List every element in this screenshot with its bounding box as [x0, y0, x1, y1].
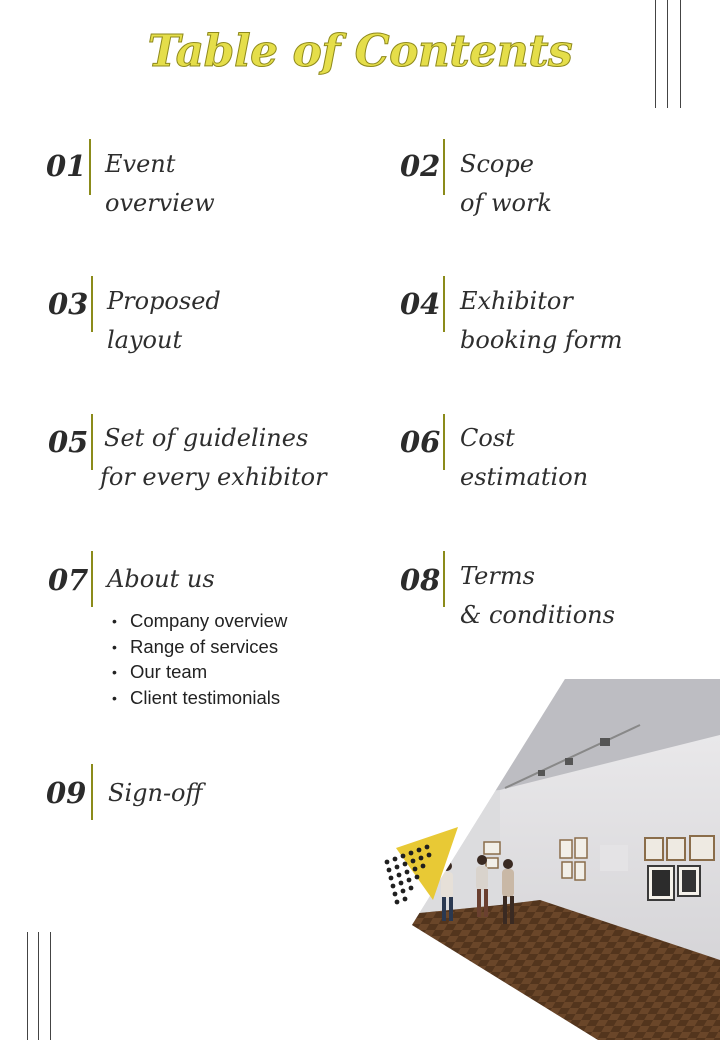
- toc-number: 02: [400, 149, 441, 183]
- toc-number: 08: [400, 563, 441, 597]
- bullet-item: • Company overview: [112, 608, 287, 634]
- bullet-item: • Our team: [112, 659, 287, 685]
- toc-label-line: Proposed: [107, 287, 221, 315]
- toc-label-line: Scope: [460, 150, 534, 178]
- toc-number: 09: [46, 776, 87, 810]
- toc-label-line: booking form: [460, 326, 623, 354]
- toc-label-line: Event: [105, 150, 176, 178]
- toc-label-line: of work: [460, 189, 552, 217]
- toc-label-line: Cost: [460, 424, 515, 452]
- page-title: Table of Contents: [147, 26, 573, 77]
- toc-label-line: layout: [107, 326, 183, 354]
- toc-number: 05: [48, 425, 89, 459]
- toc-number: 06: [400, 425, 441, 459]
- toc-label-line: for every exhibitor: [100, 463, 327, 491]
- toc-label-line: Terms: [460, 562, 535, 590]
- toc-label-line: Set of guidelines: [104, 424, 309, 452]
- toc-number: 01: [46, 149, 87, 183]
- toc-number: 04: [400, 287, 441, 321]
- toc-label-line: Exhibitor: [460, 287, 573, 315]
- toc-number: 03: [48, 287, 89, 321]
- toc-label-line: Sign-off: [108, 779, 203, 807]
- bullet-item: • Client testimonials: [112, 685, 287, 711]
- bullet-item: • Range of services: [112, 634, 287, 660]
- toc-label-line: overview: [105, 189, 215, 217]
- toc-label-line: & conditions: [460, 601, 615, 629]
- toc-number: 07: [48, 563, 89, 597]
- toc-label-line: About us: [107, 565, 215, 593]
- toc-label-line: estimation: [460, 463, 589, 491]
